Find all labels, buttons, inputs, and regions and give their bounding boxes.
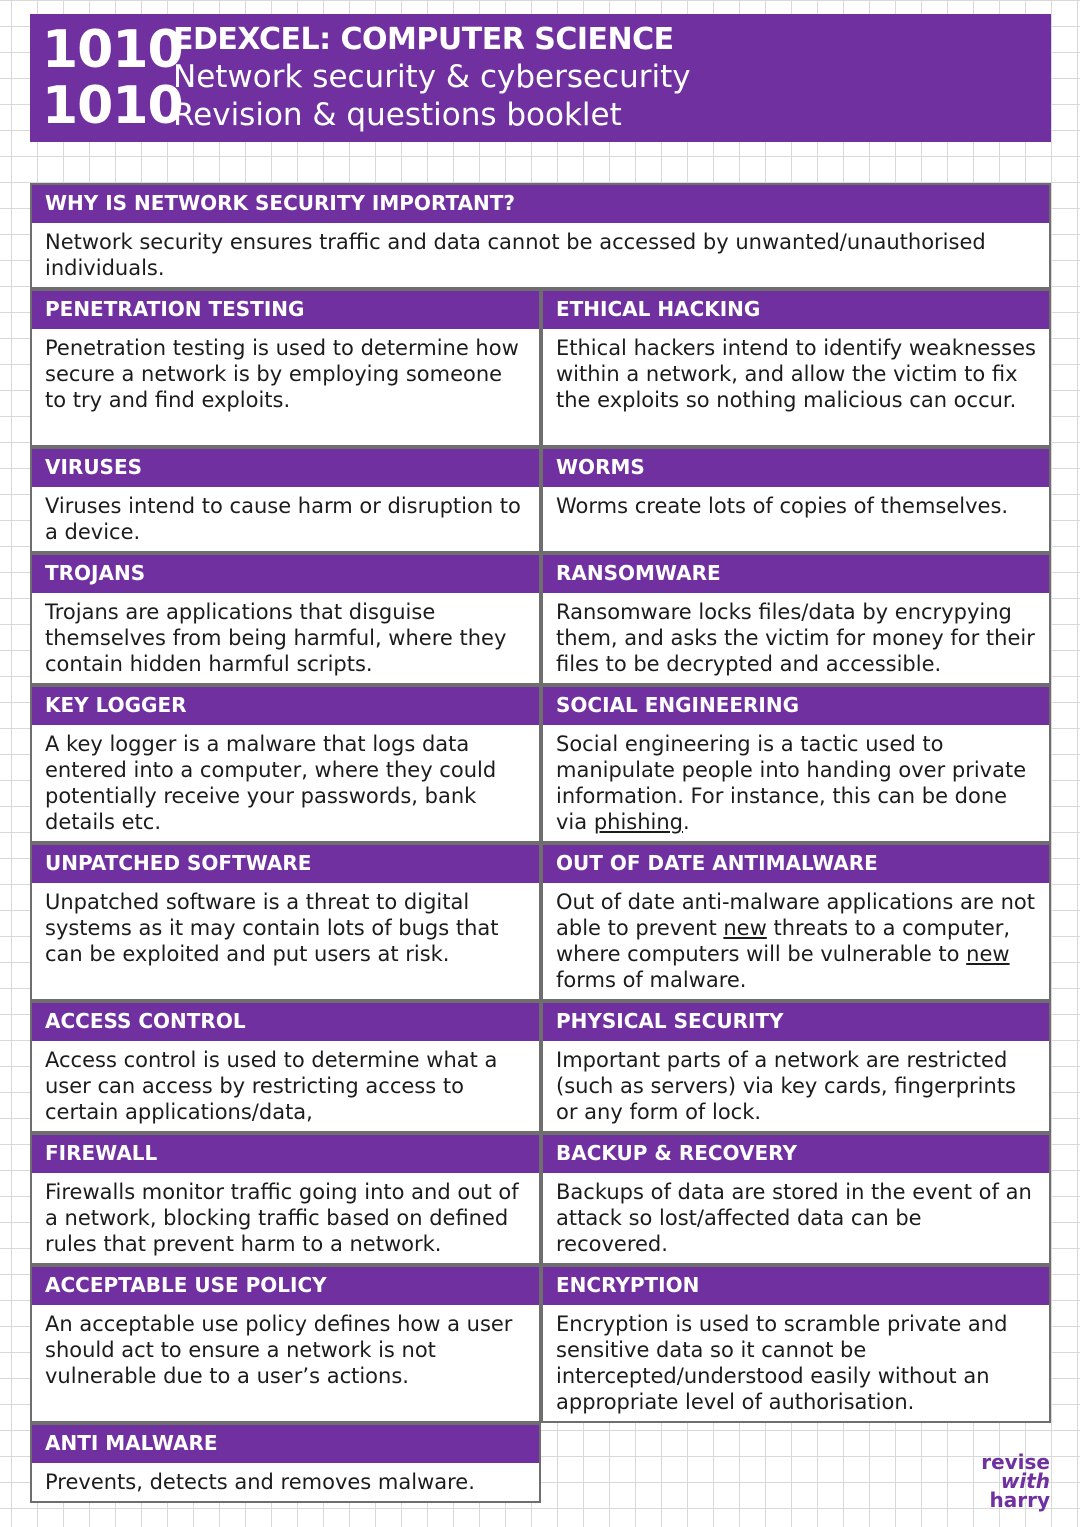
card-body: Worms create lots of copies of themselves. — [556, 494, 1009, 518]
card-body: Viruses intend to cause harm or disruption to a device. — [45, 494, 521, 544]
card-heading: VIRUSES — [32, 449, 539, 487]
card-heading: WHY IS NETWORK SECURITY IMPORTANT? — [32, 185, 1049, 223]
brand-logo — [970, 1450, 1050, 1512]
card-social-engineering — [541, 685, 1051, 843]
card-heading: ENCRYPTION — [543, 1267, 1049, 1305]
card-backup-recovery — [541, 1133, 1051, 1265]
card-body: Important parts of a network are restricted (such as servers) via key cards, fingerprints or any form of lock. — [556, 1048, 1016, 1124]
card-body: Prevents, detects and removes malware. — [45, 1470, 475, 1494]
brand-line-3: harry — [989, 1488, 1050, 1512]
card-heading: ETHICAL HACKING — [543, 291, 1049, 329]
card-physical-security — [541, 1001, 1051, 1133]
body-text: Out of date anti-malware applications are not able to prevent — [556, 890, 1035, 940]
card-acceptable-use-policy — [30, 1265, 541, 1423]
body-text: forms of malware. — [556, 968, 747, 992]
body-text: Social engineering is a tactic used to manipulate people into handing over private information. For instance, this can be done via — [556, 732, 1027, 834]
logo-line-2: 1010 — [42, 76, 183, 136]
card-ethical-hacking — [541, 289, 1051, 447]
phishing-term: phishing — [593, 810, 684, 834]
card-heading: FIREWALL — [32, 1135, 539, 1173]
card-heading: BACKUP & RECOVERY — [543, 1135, 1049, 1173]
card-heading: ACCESS CONTROL — [32, 1003, 539, 1041]
card-penetration-testing — [30, 289, 541, 447]
card-worms — [541, 447, 1051, 553]
card-network-security-importance — [30, 183, 1051, 289]
card-heading: PENETRATION TESTING — [32, 291, 539, 329]
header-banner — [30, 14, 1051, 142]
body-text-end: . — [683, 810, 690, 834]
card-body: Penetration testing is used to determine how secure a network is by employing someone to try and find exploits. — [45, 336, 519, 412]
card-encryption — [541, 1265, 1051, 1423]
new-emphasis: new — [966, 942, 1010, 966]
card-body — [543, 883, 1049, 999]
card-body: Trojans are applications that disguise themselves from being harmful, where they contain hidden harmful scripts. — [45, 600, 507, 676]
page-title: EDEXCEL: COMPUTER SCIENCE — [173, 22, 674, 57]
card-body: Ethical hackers intend to identify weaknesses within a network, and allow the victim to fix the exploits so nothing malicious can occur. — [556, 336, 1036, 412]
booklet-label: Revision & questions booklet — [173, 97, 622, 133]
card-viruses — [30, 447, 541, 553]
card-heading: SOCIAL ENGINEERING — [543, 687, 1049, 725]
card-unpatched-software — [30, 843, 541, 1001]
card-body: A key logger is a malware that logs data entered into a computer, where they could potentially receive your passwords, bank details etc. — [45, 732, 497, 834]
card-heading: ANTI MALWARE — [32, 1425, 539, 1463]
topics-grid — [30, 183, 1051, 1503]
card-body: Ransomware locks files/data by encrypying them, and asks the victim for money for their files to be decrypted and accessible. — [556, 600, 1035, 676]
card-trojans — [30, 553, 541, 685]
logo-line-1: 1010 — [42, 20, 183, 80]
card-heading: KEY LOGGER — [32, 687, 539, 725]
card-body: Network security ensures traffic and data cannot be accessed by unwanted/unauthorised individuals. — [45, 230, 986, 280]
body-text: threats to a computer, where computers will be vulnerable to — [556, 916, 1011, 966]
card-body: Access control is used to determine what a user can access by restricting access to certain applications/data, — [45, 1048, 498, 1124]
card-body: Unpatched software is a threat to digital systems as it may contain lots of bugs that can be exploited and put users at risk. — [45, 890, 499, 966]
brand-line-2: with — [1000, 1469, 1050, 1493]
card-access-control — [30, 1001, 541, 1133]
header-text — [173, 22, 691, 134]
card-out-of-date-antimalware — [541, 843, 1051, 1001]
card-body: An acceptable use policy defines how a user should act to ensure a network is not vulnerable due to a user’s actions. — [45, 1312, 513, 1388]
card-heading: ACCEPTABLE USE POLICY — [32, 1267, 539, 1305]
card-heading: TROJANS — [32, 555, 539, 593]
card-heading: OUT OF DATE ANTIMALWARE — [543, 845, 1049, 883]
brand-line-1: revise — [981, 1450, 1050, 1474]
binary-logo — [42, 20, 183, 136]
card-heading: UNPATCHED SOFTWARE — [32, 845, 539, 883]
page-subtitle: Network security & cybersecurity — [173, 59, 691, 95]
card-heading: PHYSICAL SECURITY — [543, 1003, 1049, 1041]
card-heading: RANSOMWARE — [543, 555, 1049, 593]
card-body: Backups of data are stored in the event of an attack so lost/affected data can be recovered. — [556, 1180, 1032, 1256]
card-body: Encryption is used to scramble private and sensitive data so it cannot be intercepted/understood easily without an appropriate level of authorisation. — [556, 1312, 1008, 1414]
card-body — [543, 725, 1049, 841]
card-body: Firewalls monitor traffic going into and out of a network, blocking traffic based on defined rules that prevent harm to a network. — [45, 1180, 519, 1256]
card-firewall — [30, 1133, 541, 1265]
card-ransomware — [541, 553, 1051, 685]
card-anti-malware — [30, 1423, 541, 1503]
card-heading: WORMS — [543, 449, 1049, 487]
new-emphasis: new — [723, 916, 767, 940]
card-key-logger — [30, 685, 541, 843]
